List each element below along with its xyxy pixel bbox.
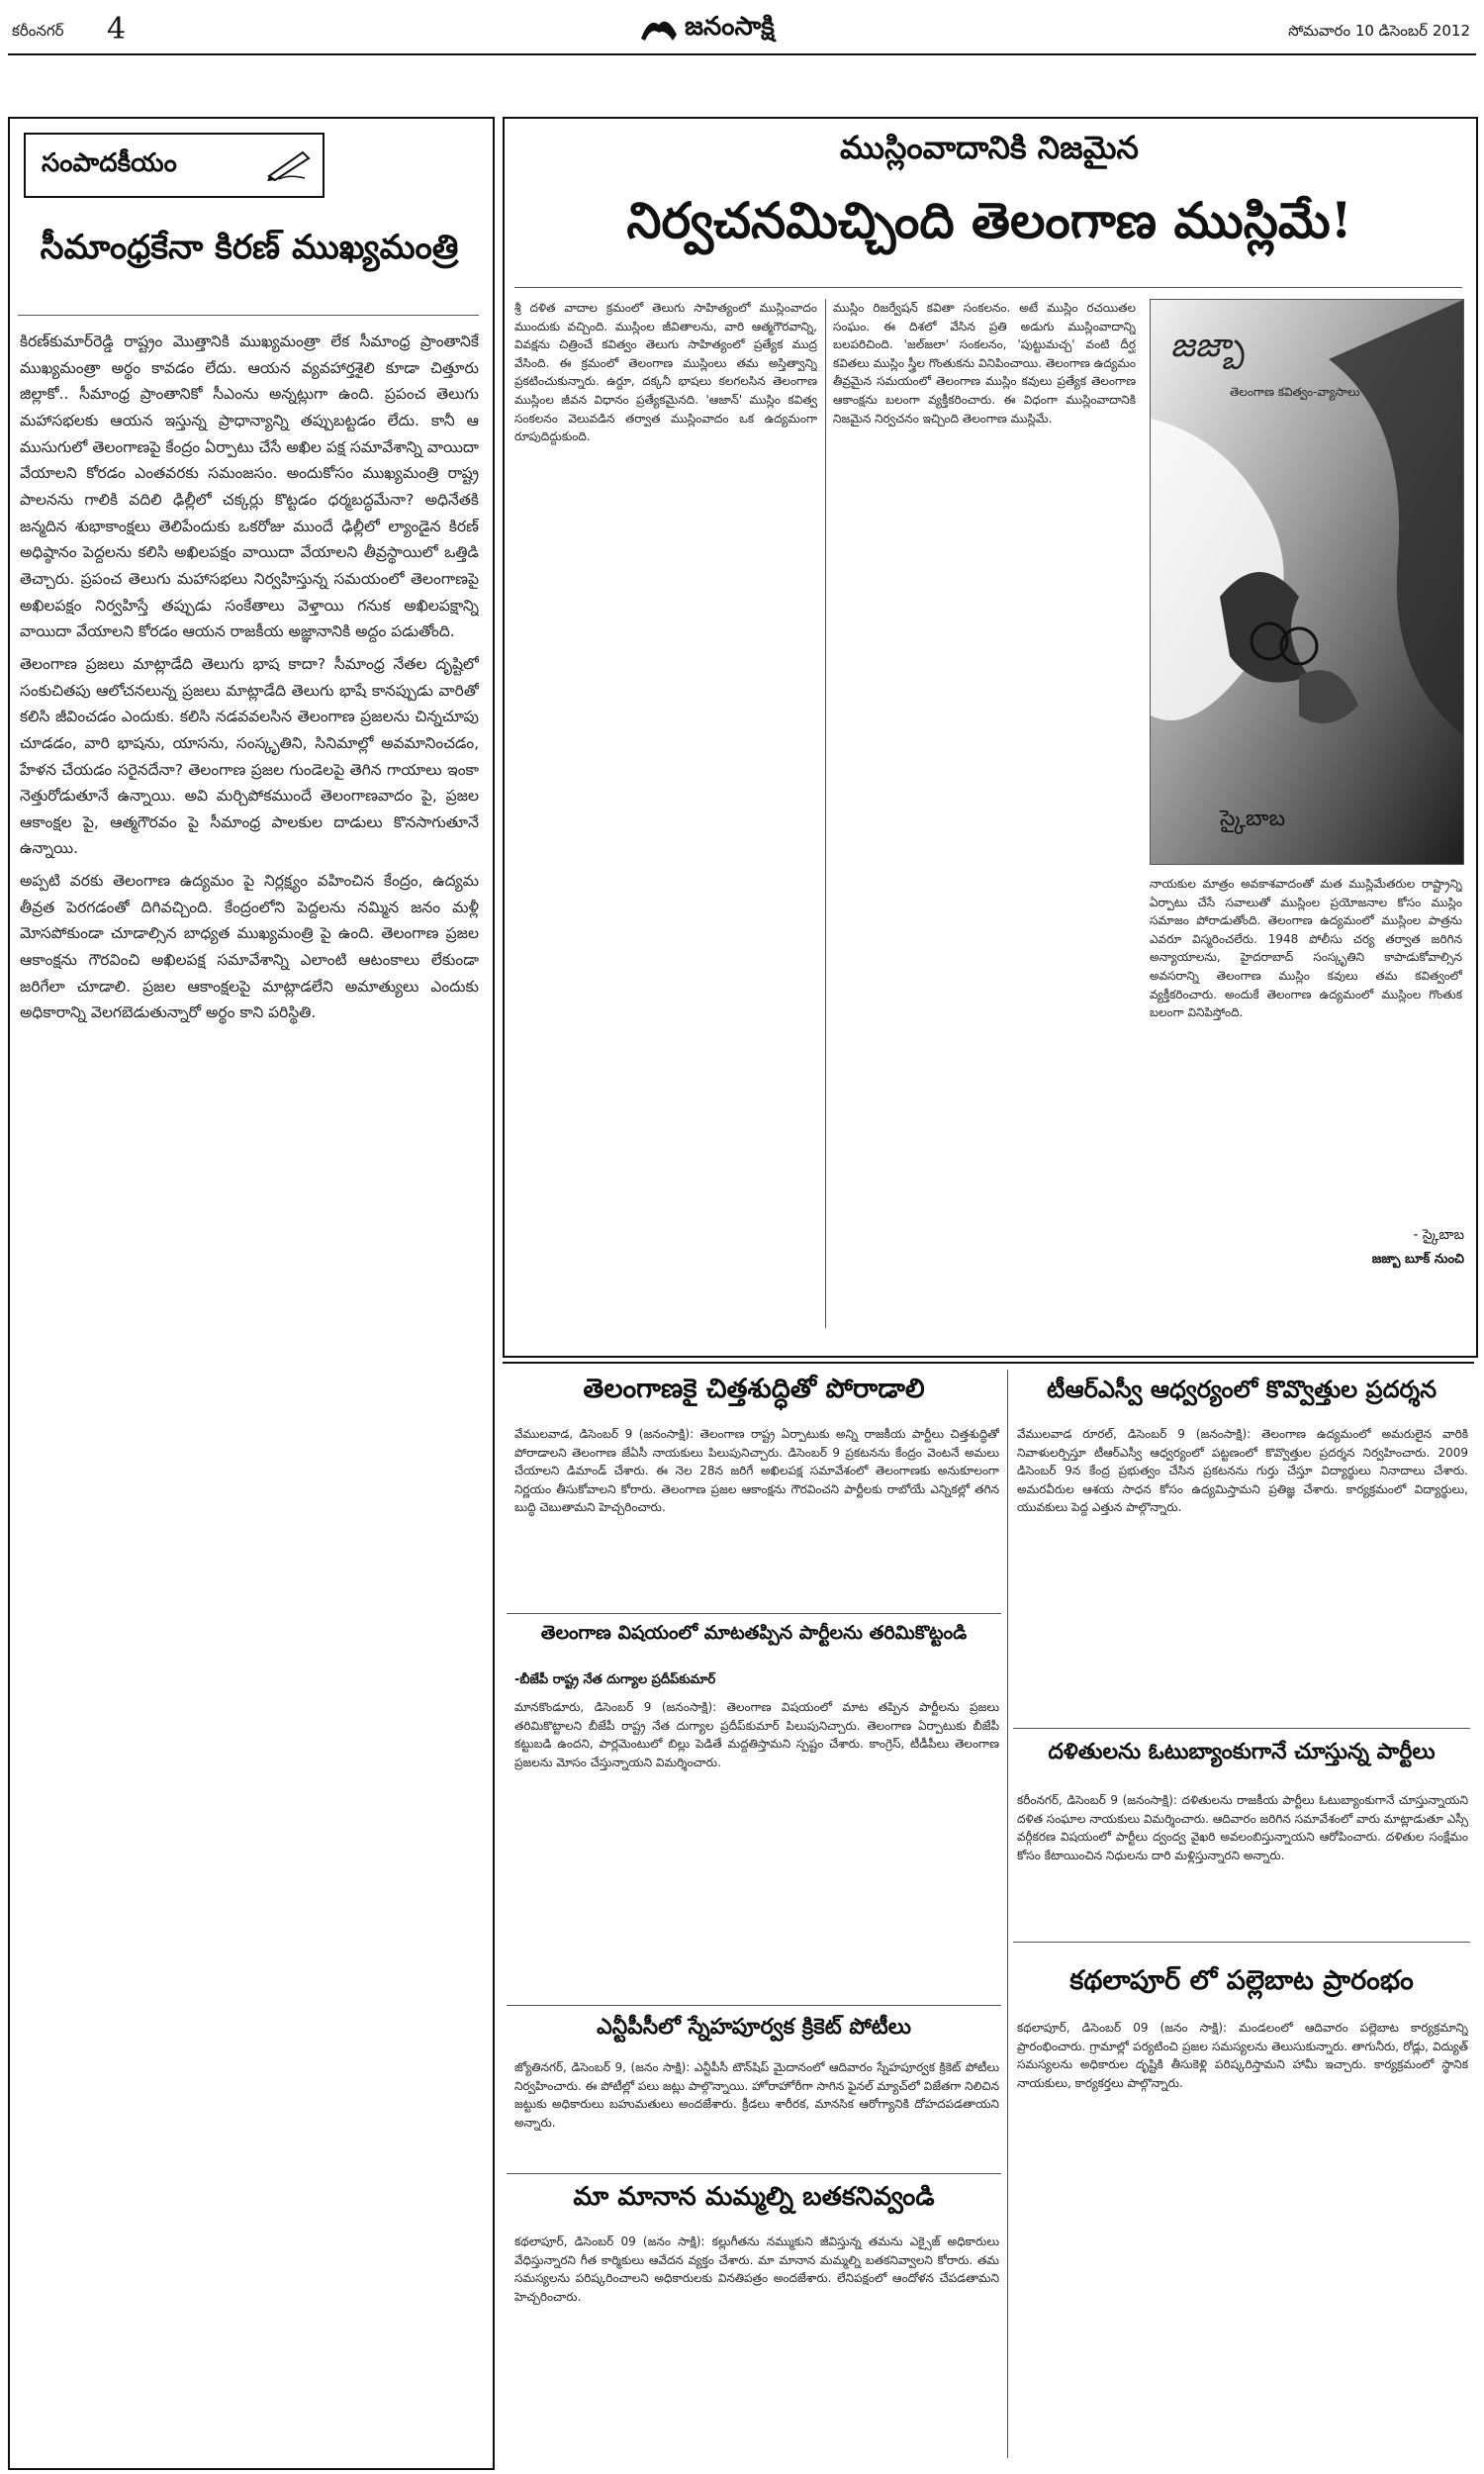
editorial-body [20,329,479,2454]
editorial-title-rule [18,315,479,316]
feature-headline: నిర్వచనమిచ్చింది తెలంగాణ ముస్లిమే! [626,191,1352,249]
article-rule [507,1613,1001,1614]
paper-name: జనంసాక్షి [685,12,775,42]
feature-kicker: ముస్లింవాదానికి నిజమైన [840,129,1139,166]
feature-headline-rule [514,287,1462,288]
article-title: కథలాపూర్‌ లో పల్లెబాట ప్రారంభం [1069,1965,1414,1996]
feature-col-2: ముస్లిం రిజర్వేషన్‌ కవితా సంకలనం. అటే ముస్లిం రచయితల సంఘం. ఈ దిశలో వేసిన ప్రతి అడుగు ముస్లింవాదాన్ని బలపరిచింది. 'జల్‌జలా' సంకలనం, 'పుట్టుమచ్చ' వంటి దీర్ఘ కవితలు ముస్లిం స్త్రీల గొంతుకను వినిపించాయి. తెలంగాణ ఉద్యమం తీవ్రమైన సమయంలో తెలంగాణ ముస్లిం కవులు ప్రత్యేక తెలంగాణ ఆకాంక్షను బలంగా వ్యక్తీకరించారు. ఈ విధంగా ముస్లింవాదానికి నిజమైన నిర్వచనం ఇచ్చింది తెలంగాణ ముస్లిమే. [833,301,1136,426]
book-cover-subtitle: తెలంగాణ కవిత్వం-వ్యాసాలు [1230,385,1360,399]
editorial-label: సంపాదకీయం [42,148,177,178]
feature-col-3: నాయకుల మాత్రం అవకాశవాదంతో మత ముస్లిమేతరుల రాష్ట్రాన్ని ఏర్పాటు చేసే సవాలుతో ముస్లింల ప్రయోజనాల కోసం ముస్లిం సమాజం పోరాడుతోంది. తెలంగాణ ఉద్యమంలో ముస్లింల పాత్రను ఎవరూ విస్మరించలేరు. 1948 పోలీసు చర్య తర్వాత జరిగిన అన్యాయాలను, హైదరాబాద్‌ సంస్కృతిని కాపాడుకోవాల్సిన అవసరాన్ని తెలంగాణ ముస్లిం కవులు తమ కవిత్వంలో వ్యక్తీకరించారు. అందుకే తెలంగాణ ఉద్యమంలో ముస్లింల గొంతుక బలంగా వినిపిస్తోంది. [1150,877,1462,1020]
masthead-rule [8,53,1476,55]
editorial-label-box [24,133,325,198]
article-rule [1013,1728,1470,1729]
article-title: తెలంగాణకై చిత్తశుద్ధితో పోరాడాలి [583,1374,925,1404]
article-body: జ్యోతినగర్‌, డిసెంబర్‌ 9, (జనం సాక్షి): ఎన్టీపీసీ టౌన్‌షిప్‌ మైదానంలో ఆదివారం స్నేహపూర్వక క్రికెట్‌ పోటీలు నిర్వహించారు. ఈ పోటీల్లో పలు జట్లు పాల్గొన్నాయి. హోరాహోరీగా సాగిన ఫైనల్‌ మ్యాచ్‌లో విజేతగా నిలిచిన జట్టుకు అధికారులు బహుమతులు అందజేశారు. క్రీడలు శారీరక, మానసిక ఆరోగ్యానికి దోహదపడతాయని అన్నారు. [514,2060,999,2130]
article-title: తెలంగాణ విషయంలో మాటతప్పిన పార్టీలను తరిమికొట్టండి [540,1622,968,1644]
issue-date: సోమవారం 10 డిసెంబర్ 2012 [1288,22,1470,40]
page-number: 4 [107,12,127,47]
edition-label: కరీంనగర్ [12,22,64,40]
article-body: వేములవాడ, డిసెంబర్‌ 9 (జనంసాక్షి): తెలంగాణ రాష్ట్ర ఏర్పాటుకు అన్ని రాజకీయ పార్టీలు చిత్తశుద్ధితో పోరాడాలని తెలంగాణ జేఏసీ నాయకులు పిలుపునిచ్చారు. డిసెంబర్‌ 9 ప్రకటనను కేంద్రం వెంటనే అమలు చేయాలని డిమాండ్‌ చేశారు. ఈ నెల 28న జరిగే అఖిలపక్ష సమావేశంలో తెలంగాణకు అనుకూలంగా నిర్ణయం తీసుకోవాలని కోరారు. తెలంగాణ ప్రజల ఆకాంక్షను గౌరవించని పార్టీలకు రాబోయే ఎన్నికల్లో తగిన బుద్ధి చెబుతామని హెచ్చరించారు. [514,1427,999,1515]
article-rule [507,2173,1001,2174]
article-title: టీఆర్‌ఎస్వీ ఆధ్వర్యంలో కొవ్వొత్తుల ప్రదర్శన [1046,1375,1438,1403]
article-rule [1013,1942,1470,1943]
byline-source: జజ్బా బూక్‌ నుంచి [1371,1252,1464,1267]
article-title: ఎన్టీపీసీలో స్నేహపూర్వక క్రికెట్‌ పోటీలు [597,2014,911,2040]
editorial-paragraph: అప్పటి వరకు తెలంగాణ ఉద్యమం పై నిర్లక్ష్యం వహించిన కేంద్రం, ఉద్యమ తీవ్రత పెరగడంతో దిగివచ్చింది. కేంద్రంలోని పెద్దలను నమ్మిన జనం మళ్లీ మోసపోకుండా చూడాల్సిన బాధ్యత ముఖ్యమంత్రి పై ఉంది. తెలంగాణ ప్రజల ఆకాంక్షను గౌరవించి అఖిలపక్ష సమావేశాన్ని ఎలాంటి ఆటంకాలు లేకుండా జరిగేలా చూడాలి. ప్రజల ఆకాంక్షలపై మాట్లాడలేని అమాత్యులు ఎందుకు అధికారాన్ని వెలగబెడుతున్నారో అర్థం కాని పరిస్థితి. [20,872,479,1022]
feature-byline [1286,1227,1464,1270]
masthead [8,8,1476,51]
article-subtitle: -బీజేపీ రాష్ట్ర నేత దుగ్యాల ప్రదీప్‌కుమార్‌ [514,1672,716,1687]
editorial-paragraph: కిరణ్‌కుమార్‌రెడ్డి రాష్ట్రం మొత్తానికి ముఖ్యమంత్రా లేక సీమాంధ్ర ప్రాంతానికే ముఖ్యమంత్రా అర్థం కావడం లేదు. ఆయన వ్యవహార్తశైలి కూడా చిత్తూరు జిల్లాకో.. సీమాంధ్ర ప్రాంతానికో సీఎంను అన్నట్లుగా ఉంది. ప్రపంచ తెలుగు మహాసభలకు ఆయన ఇస్తున్న ప్రాధాన్యాన్ని తప్పుబట్టడం లేదు. కానీ ఆ ముసుగులో తెలంగాణపై కేంద్రం ఏర్పాటు చేసే అఖిల పక్ష సమావేశాన్ని వాయిదా వేయాలని కోరడం ఎంతవరకు సమంజసం. అందుకోసం ముఖ్యమంత్రి రాష్ట్ర పాలనను గాలికి వదిలి ఢిల్లీలో చక్కర్లు కొట్టడం ధర్మబద్ధమేనా? అధినేతకి జన్మదిన శుభాకాంక్షలు తెలిపేందుకు ఒకరోజు ముందే ఢిల్లీలో ల్యాండైన కిరణ్‌ అధిష్ఠానం పెద్దలను కలిసి అఖిలపక్షం వాయిదా వేయాలని తీవ్రస్థాయిలో ఒత్తిడి తెచ్చారు. ప్రపంచ తెలుగు మహాసభలు నిర్వహిస్తున్న సమయంలో తెలంగాణపై అఖిలపక్షం నిర్వహిస్తే తప్పుడు సంకేతాలు వెళ్తాయి గనుక అఖిలపక్షాన్ని వాయిదా వేయాలని కోరడం ఆయన రాజకీయ అజ్ఞానానికి అద్దం పడుతోంది. [20,333,479,641]
masthead-logo [637,10,875,48]
article-body: మానకొండూరు, డిసెంబర్‌ 9 (జనంసాక్షి): తెలంగాణ విషయంలో మాట తప్పిన పార్టీలను ప్రజలు తరిమికొట్టాలని బీజేపీ రాష్ట్ర నేత దుగ్యాల ప్రదీప్‌కుమార్‌ పిలుపునిచ్చారు. తెలంగాణ ఏర్పాటుకు బీజేపీ కట్టుబడి ఉందని, పార్లమెంటులో బిల్లు పెడితే మద్దతిస్తామని స్పష్టం చేశారు. కాంగ్రెస్‌, టీడీపీలు తెలంగాణ ప్రజలను మోసం చేస్తున్నాయని విమర్శించారు. [514,1700,999,1769]
article-body: కథలాపూర్‌, డిసెంబర్‌ 09 (జనం సాక్షి): మండలంలో ఆదివారం పల్లెబాట కార్యక్రమాన్ని ప్రారంభించారు. గ్రామాల్లో పర్యటించి ప్రజల సమస్యలను తెలుసుకున్నారు. తాగునీరు, రోడ్లు, విద్యుత్‌ సమస్యలను అధికారుల దృష్టికి తీసుకెళ్లి పరిష్కరిస్తామని హామీ ఇచ్చారు. కార్యక్రమంలో స్థానిక నాయకులు, కార్యకర్తలు పాల్గొన్నారు. [1017,2021,1468,2090]
book-cover-author: స్కైబాబ [1220,807,1286,831]
article-body: కథలాపూర్‌, డిసెంబర్‌ 09 (జనం సాక్షి): కల్లుగీతను నమ్ముకుని జీవిస్తున్న తమను ఎక్సైజ్‌ అధికారులు వేధిస్తున్నారని గీత కార్మికులు ఆవేదన వ్యక్తం చేశారు. మా మానాన మమ్మల్ని బతకనివ్వాలని కోరారు. తమ సమస్యలను పరిష్కరించాలని అధికారులకు వినతిపత్రం అందజేశారు. లేనిపక్షంలో ఆందోళన చేపడతామని హెచ్చరించారు. [514,2235,999,2304]
editorial-paragraph: తెలంగాణ ప్రజలు మాట్లాడేది తెలుగు భాష కాదా? సీమాంధ్ర నేతల దృష్టిలో సంకుచితపు ఆలోచనలున్న ప్రజలు మాట్లాడేది తెలుగు భాషే కానప్పుడు వారితో కలిసి జీవించడం ఎందుకు. కలిసి నడవవలసిన తెలంగాణ ప్రజలను చిన్నచూపు చూడడం, వారి భాషను, యాసను, సంస్కృతిని, సినిమాల్లో అవమానించడం, హేళన చేయడం సరైనదేనా? తెలంగాణ ప్రజల గుండెలపై తెగిన గాయాలు ఇంకా నెత్తురోడుతూనే ఉన్నాయి. అవి మర్చిపోకముందే తెలంగాణవాదం పై, ప్రజల ఆకాంక్షల పై, ఆత్మగౌరవం పై సీమాంధ్ర పాలకుల దాడులు కొనసాగుతూనే ఉన్నాయి. [20,654,479,858]
article-rule [507,2005,1001,2006]
news-top-rule [503,1362,1474,1364]
book-cover-image [1150,299,1464,865]
article-body: వేములవాడ రూరల్‌, డిసెంబర్‌ 9 (జనంసాక్షి): తెలంగాణ ఉద్యమంలో అమరులైన వారికి నివాళులర్పిస్తూ టీఆర్‌ఎస్వీ ఆధ్వర్యంలో పట్టణంలో కొవ్వొత్తుల ప్రదర్శన నిర్వహించారు. 2009 డిసెంబర్‌ 9న కేంద్ర ప్రభుత్వం చేసిన ప్రకటనను గుర్తు చేస్తూ విద్యార్థులు నినాదాలు చేశారు. అమరవీరుల ఆశయ సాధన కోసం ఉద్యమిస్తామని ప్రతిజ్ఞ చేశారు. కార్యక్రమంలో విద్యార్థులు, యువకులు పెద్ద ఎత్తున పాల్గొన్నారు. [1017,1427,1468,1515]
book-cover-title: జజ్బా [1170,326,1246,365]
feature-col-1: శ్రీ దళిత వాదాల క్రమంలో తెలుగు సాహిత్యంలో ముస్లింవాదం ముందుకు వచ్చింది. ముస్లింల జీవితాలను, వారి ఆత్మగౌరవాన్ని, వివక్షను చిత్రించే కవిత్వం తెలుగు సాహిత్యంలో ప్రత్యేక ముద్ర వేసింది. ఈ క్రమంలో తెలంగాణ ముస్లింలు తమ అస్తిత్వాన్ని ప్రకటించుకున్నారు. ఉర్దూ, దక్కనీ భాషలు కలగలసిన తెలంగాణ ముస్లింల జీవన విధానం ప్రత్యేకమైనది. 'ఆజాన్‌' ముస్లిం కవిత్వ సంకలనం వెలువడిన తర్వాత ముస్లింవాదం ఒక ఉద్యమంగా రూపుదిద్దుకుంది. [514,301,817,444]
article-title: దళితులను ఓటుబ్యాంకుగానే చూస్తున్న పార్టీలు [1048,1739,1436,1764]
pen-icon [265,146,313,182]
logo-emblem-icon [637,11,681,47]
article-title: మా మానాన మమ్మల్ని బతకనివ్వండి [573,2182,935,2212]
article-body: కరీంనగర్‌, డిసెంబర్‌ 9 (జనంసాక్షి): దళితులను రాజకీయ పార్టీలు ఓటుబ్యాంకుగానే చూస్తున్నాయని దళిత సంఘాల నాయకులు విమర్శించారు. ఆదివారం జరిగిన సమావేశంలో వారు మాట్లాడుతూ ఎస్సీ వర్గీకరణ విషయంలో పార్టీలు ద్వంద్వ వైఖరి అవలంబిస్తున్నాయని ఆరోపించారు. దళితుల సంక్షేమం కోసం కేటాయించిన నిధులను దారి మళ్లిస్తున్నారని అన్నారు. [1017,1793,1468,1862]
news-col-divider [1007,1370,1008,2458]
feature-col-divider [825,299,826,1328]
byline-name: - స్కైబాబ [1413,1227,1464,1243]
editorial-title: సీమాంధ్రకేనా కిరణ్‌ ముఖ్యమంత్రి [40,228,459,267]
